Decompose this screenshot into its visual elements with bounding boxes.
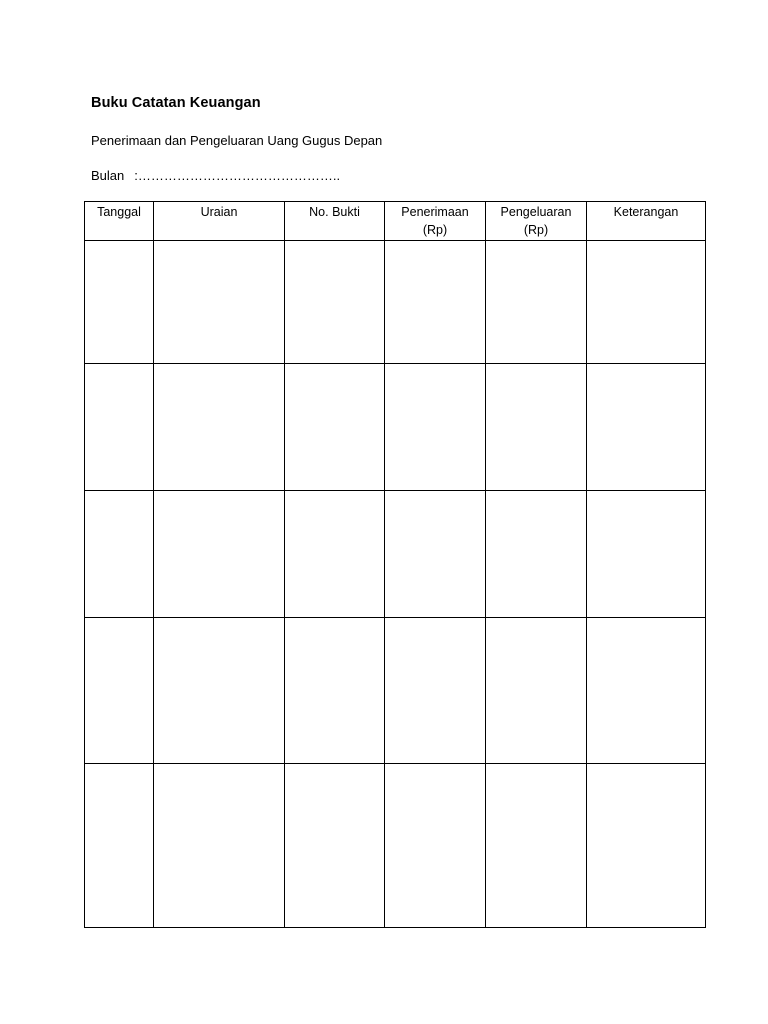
table-cell [85, 364, 154, 491]
table-cell [154, 618, 285, 764]
table-row [85, 364, 706, 491]
table-row [85, 764, 706, 928]
table-cell [85, 241, 154, 364]
header-pengeluaran: Pengeluaran (Rp) [486, 202, 587, 241]
table-row [85, 241, 706, 364]
table-cell [486, 364, 587, 491]
month-value: :……………………………………….. [134, 168, 341, 183]
header-no-bukti: No. Bukti [285, 202, 385, 241]
table-header-row [85, 202, 706, 241]
table-cell [154, 764, 285, 928]
table-row [85, 618, 706, 764]
table-cell [486, 618, 587, 764]
header-penerimaan: Penerimaan (Rp) [385, 202, 486, 241]
table-cell [486, 241, 587, 364]
table-cell [285, 241, 385, 364]
table-cell [154, 491, 285, 618]
table-cell [587, 241, 706, 364]
table-cell [285, 364, 385, 491]
table-cell [385, 764, 486, 928]
table-cell [486, 491, 587, 618]
table-cell [285, 491, 385, 618]
table-cell [85, 618, 154, 764]
document-title: Buku Catatan Keuangan [91, 95, 261, 111]
table-cell [385, 618, 486, 764]
table-row [85, 491, 706, 618]
month-line [91, 168, 340, 183]
table-cell [154, 364, 285, 491]
table-cell [385, 364, 486, 491]
document-subtitle: Penerimaan dan Pengeluaran Uang Gugus Depan [91, 133, 383, 148]
header-tanggal: Tanggal [85, 202, 154, 241]
table-cell [587, 764, 706, 928]
table-cell [385, 491, 486, 618]
table-cell [85, 491, 154, 618]
table-cell [587, 364, 706, 491]
table-cell [385, 241, 486, 364]
table-cell [285, 764, 385, 928]
table-cell [154, 241, 285, 364]
table-cell [587, 491, 706, 618]
month-label: Bulan [91, 168, 125, 183]
ledger-table [84, 201, 706, 928]
header-uraian: Uraian [154, 202, 285, 241]
table-cell [285, 618, 385, 764]
table-cell [587, 618, 706, 764]
header-keterangan: Keterangan [587, 202, 706, 241]
table-cell [85, 764, 154, 928]
table-cell [486, 764, 587, 928]
